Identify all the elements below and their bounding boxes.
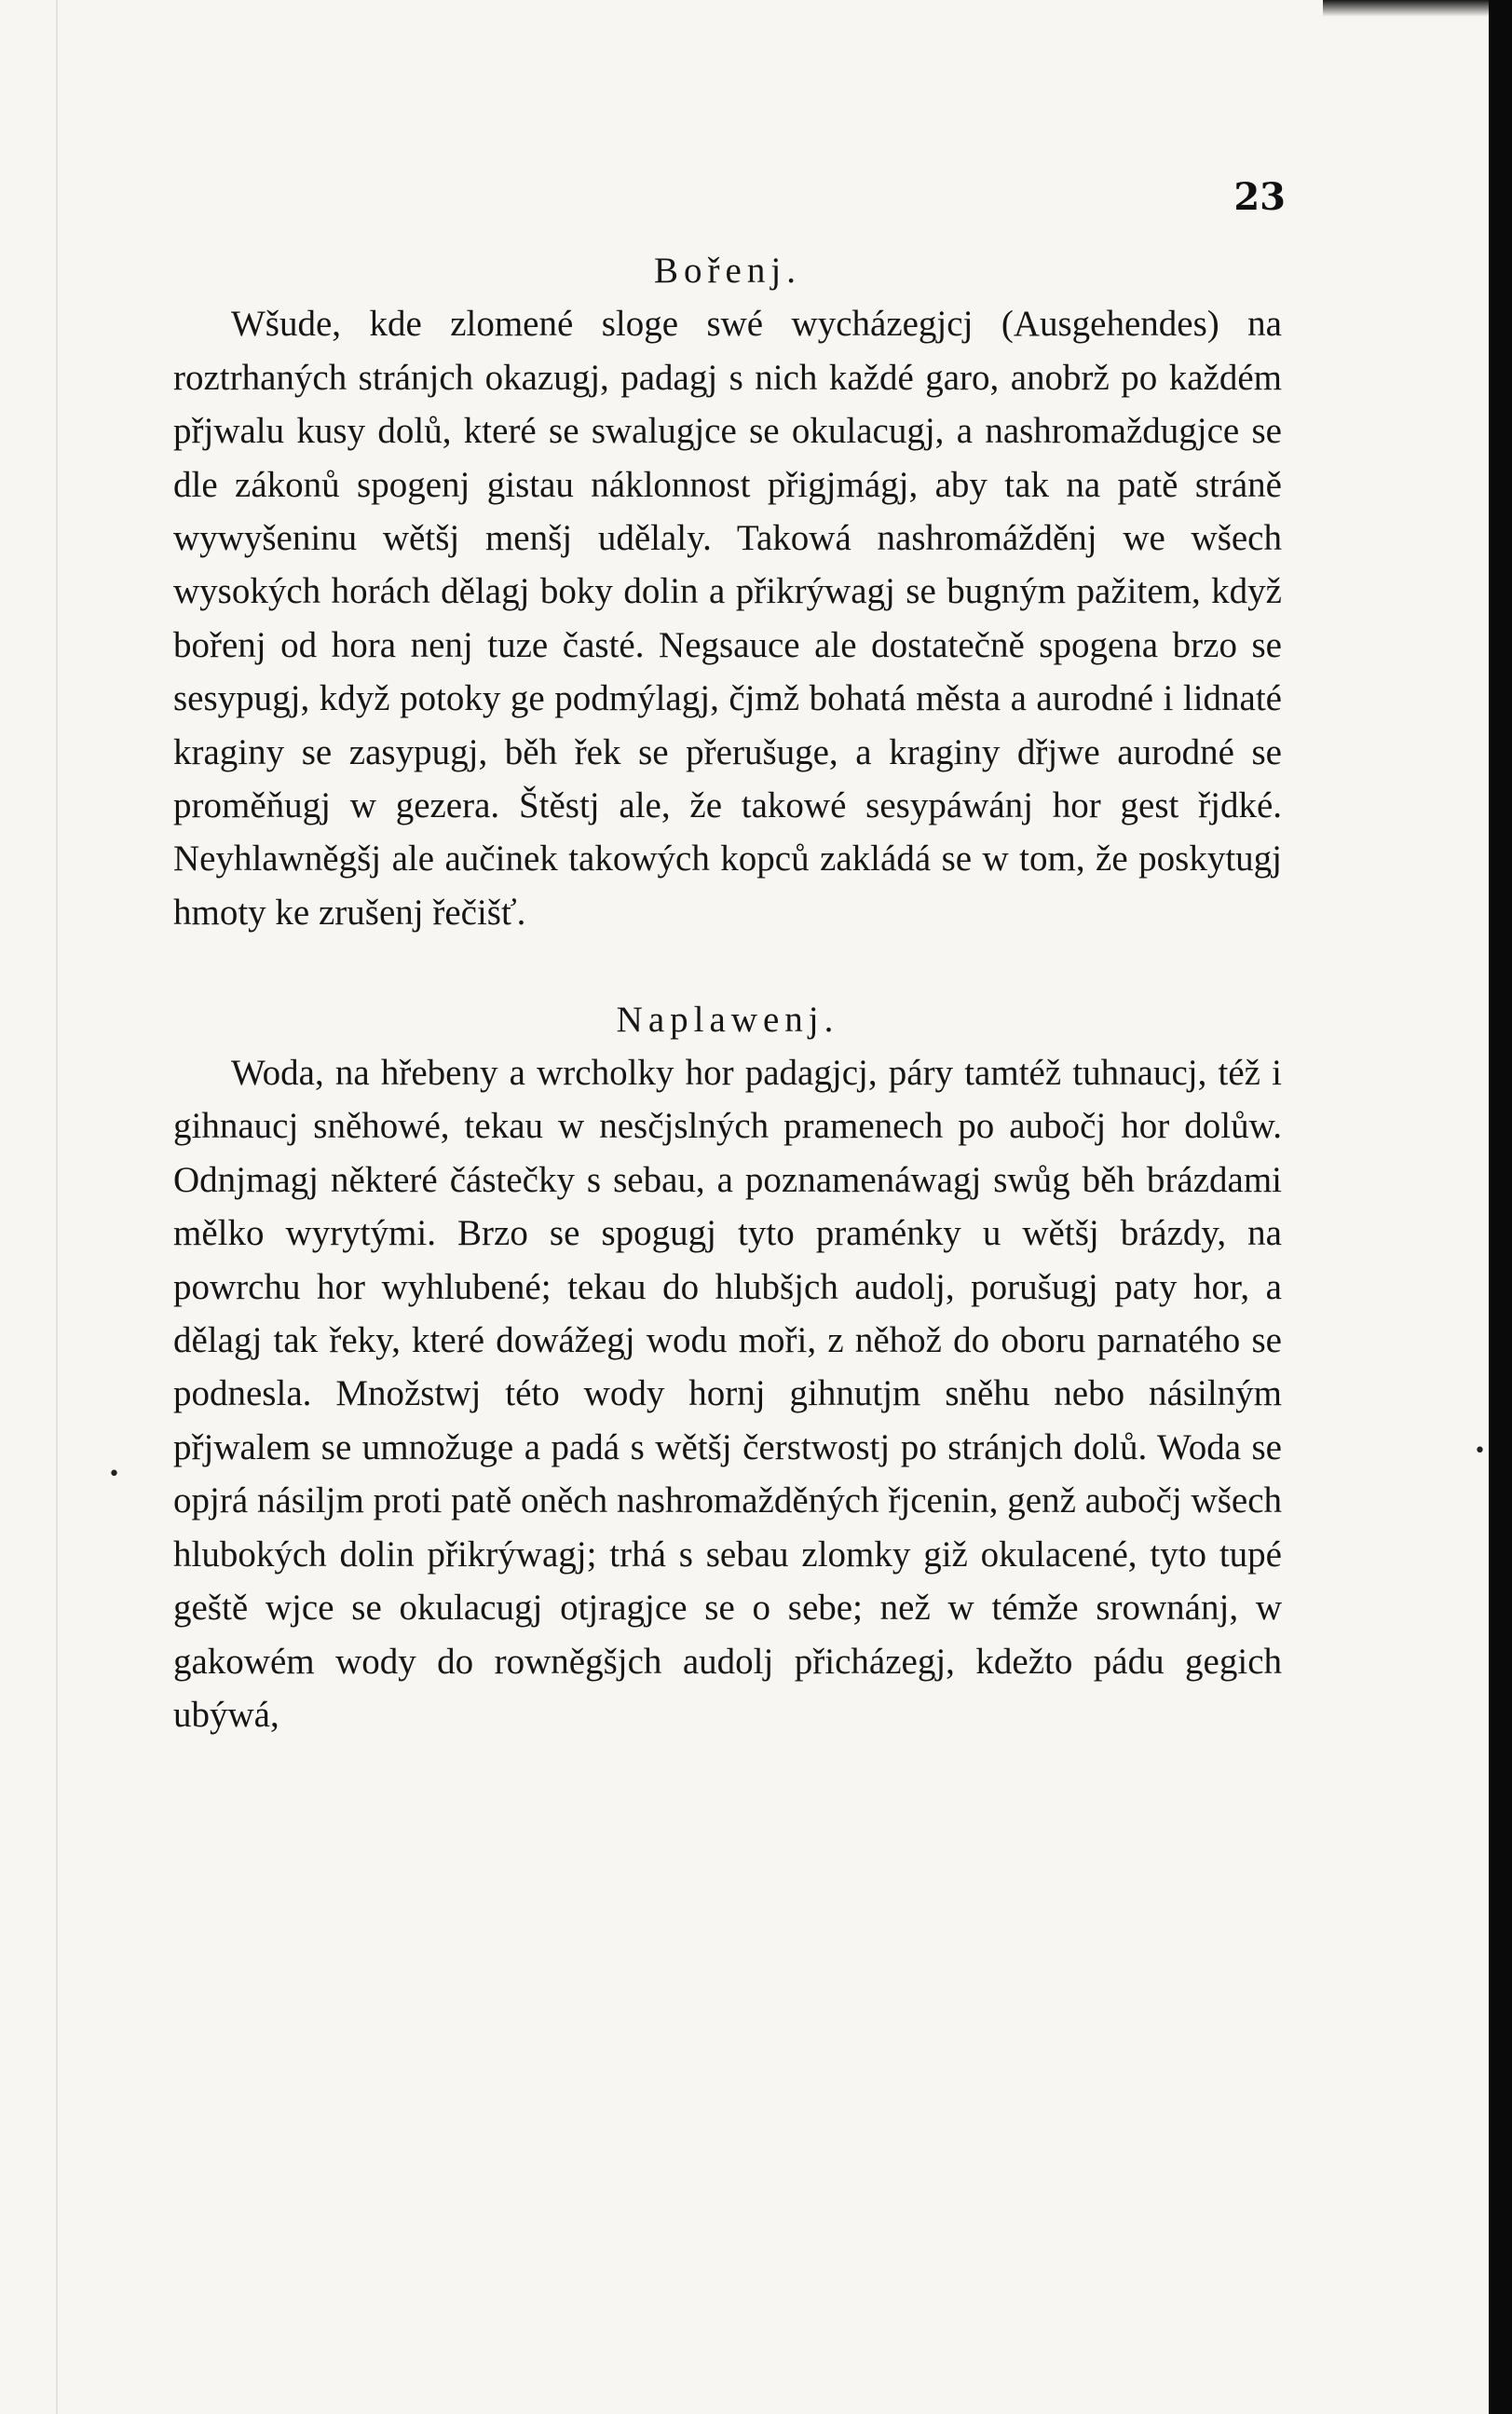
margin-dot: •: [108, 1463, 120, 1486]
text-block: [173, 244, 1282, 1741]
scan-shadow: [1323, 0, 1489, 17]
section-paragraph-naplawenj: Woda, na hřebeny a wrcholky hor padagjcj, páry tamtéž tuhnaucj, též i gihnaucj sněhowé, tekau w nesčjslných pramenech po aubočj hor dolůw. Odnjmagj některé částečky s sebau, a poznamenáwagj swůg běh brázdami mělko wyrytými. Brzo se spogugj tyto praménky u wětšj brázdy, na powrchu hor wyhlubené; tekau do hlubšjch audolj, porušugj paty hor, a dělagj tak řeky, které dowážegj wodu moři, z něhož do oboru parnatého se podnesla. Množstwj této wody hornj gihnutjm sněhu nebo násilným přjwalem se umnožuge a padá s wětšj čerstwostj po stránjch dolů. Woda se opjrá násiljm proti patě oněch nashromažděných řjcenin, genž aubočj wšech hlubokých dolin přikrýwagj; trhá s sebau zlomky giž okulacené, tyto tupé geště wjce se okulacugj otjragjce se o sebe; než w témže srownánj, w gakowém wody do rowněgšjch audolj přicházegj, kdežto pádu gegich ubýwá,: [173, 1053, 1282, 1735]
section-heading-borenj: Bořenj.: [654, 251, 801, 291]
page-number: 23: [1233, 175, 1286, 219]
section-heading-naplawenj: Naplawenj.: [616, 999, 839, 1040]
section-gap: [173, 939, 1282, 992]
scan-right-edge: [1489, 0, 1512, 2414]
page-fold-line: [56, 0, 58, 2414]
section-paragraph-borenj: Wšude, kde zlomené sloge swé wycházegjcj (Ausgehendes) na roztrhaných stránjch okazugj, padagj s nich každé garo, anobrž po každém přjwalu kusy dolů, které se swalugjce se okulacugj, a nashromaždugjce se dle zákonů spogenj gistau náklonnost přigjmágj, aby tak na patě stráně wywyšeninu wětšj menšj udělaly. Takowá nashromážděnj we wšech wysokých horách dělagj boky dolin a přikrýwagj se bugným pažitem, když bořenj od hora nenj tuze časté. Negsauce ale dostatečně spogena brzo se sesypugj, když potoky ge podmýlagj, čjmž bohatá města a aurodné i lidnaté kraginy se zasypugj, běh řek se přerušuge, a kraginy dřjwe aurodné se proměňugj w gezera. Štěstj ale, že takowé sesypáwánj hor gest řjdké. Neyhlawněgšj ale aučinek takowých kopců zakládá se w tom, že poskytugj hmoty ke zrušenj řečišť.: [173, 304, 1282, 933]
margin-dot: •: [1474, 1439, 1486, 1463]
